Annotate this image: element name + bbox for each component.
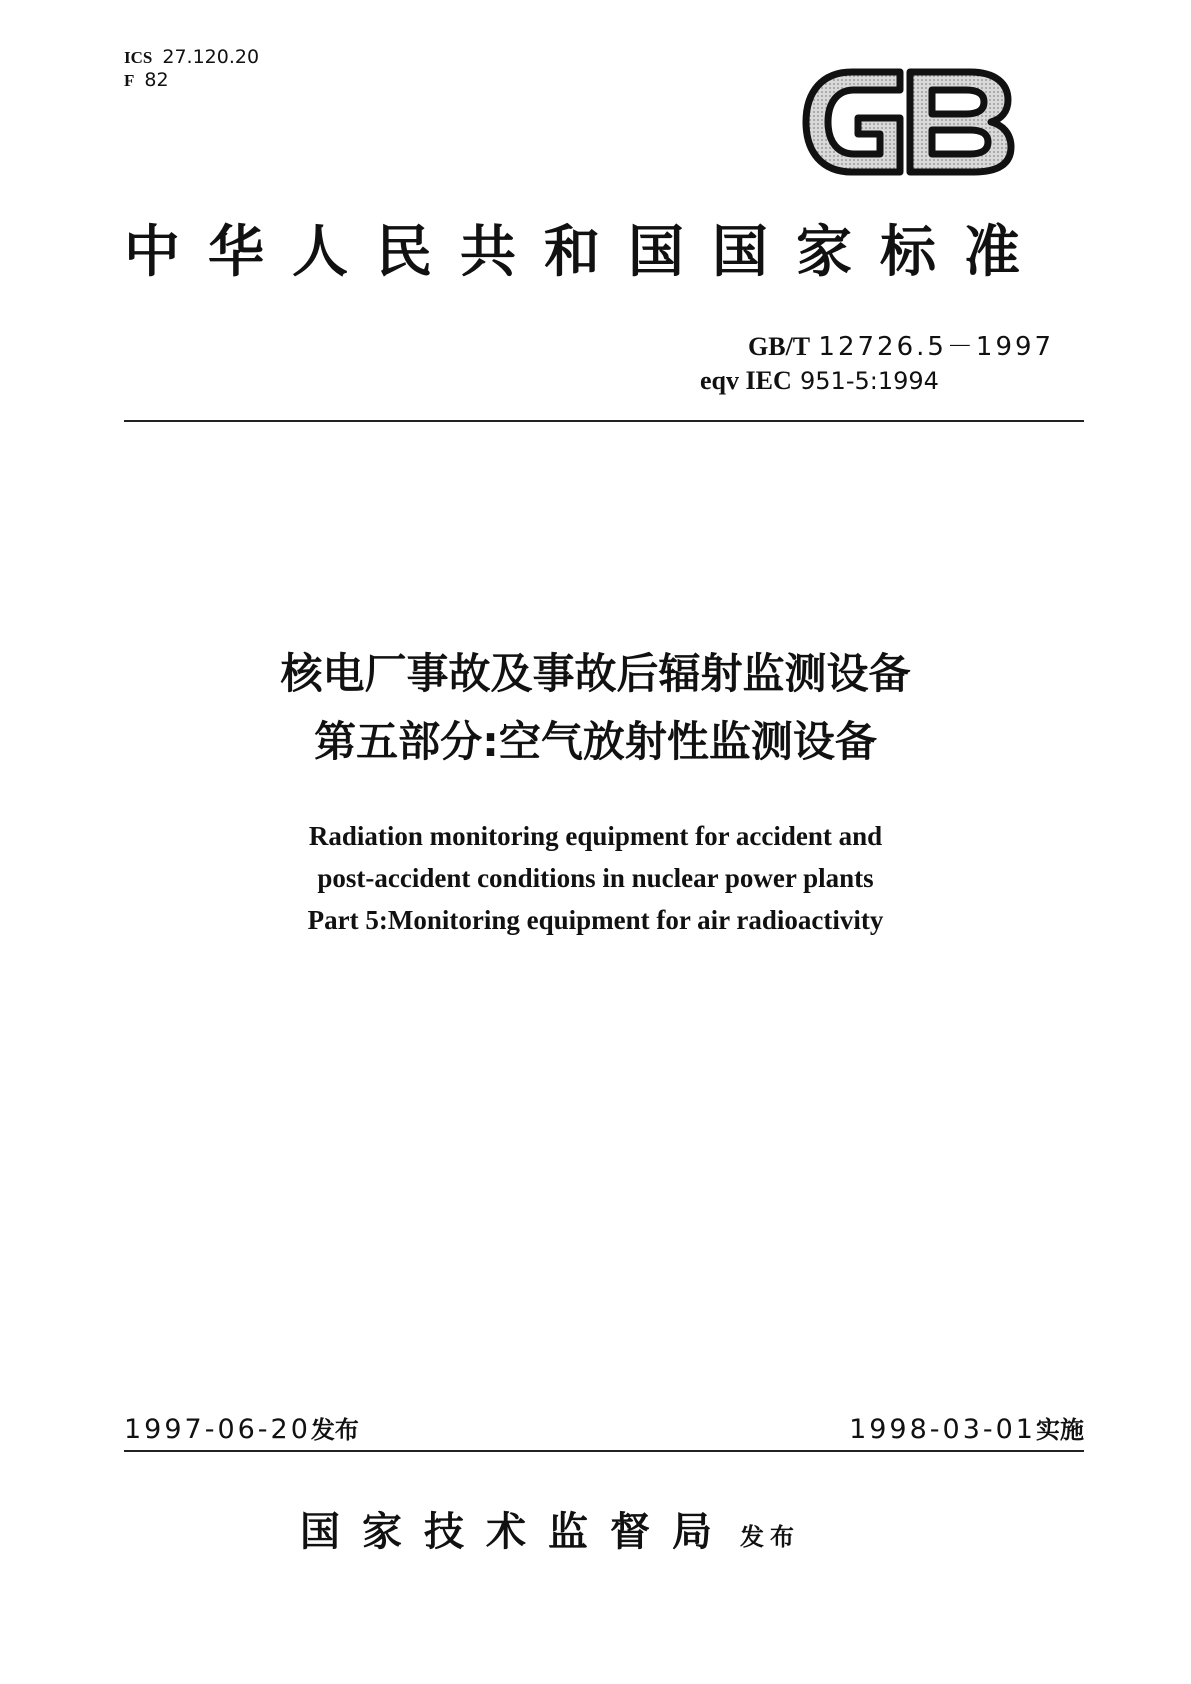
english-title-line3: Part 5:Monitoring equipment for air radioactivity [307,905,884,935]
dates-row [124,1410,1084,1445]
implement-date: 1998-03-01 [849,1414,1036,1445]
issuing-authority [300,1500,800,1557]
implement-date-group [849,1410,1084,1445]
standard-number-block [700,330,1080,398]
ics-label: ICS [124,48,153,67]
chinese-title-line2: 第五部分:空气放射性监测设备 [314,717,877,766]
issuer-organization: 国家技术监督局 [300,1508,734,1555]
ics-row [124,46,259,69]
english-title-line1: Radiation monitoring equipment for accident and [308,821,883,851]
footer-divider [124,1450,1084,1452]
standard-equivalence [700,364,1080,398]
gb-logo [800,62,1015,182]
english-document-title [0,815,1191,941]
national-standard-title: 中华人民共和国国家标准 [124,219,1048,285]
implement-label: 实施 [1036,1416,1084,1444]
issue-date-group [124,1410,359,1445]
standard-number-value: 12726.5－1997 [818,332,1055,362]
issuer-action: 发布 [740,1522,800,1551]
standard-number-prefix: GB/T [748,332,811,361]
ccs-label: F [124,71,135,90]
ics-value: 27.120.20 [162,46,260,68]
ccs-row [124,69,259,92]
chinese-document-title [0,640,1191,776]
equivalence-prefix: eqv IEC [700,366,792,395]
english-title-line2: post-accident conditions in nuclear power plants [317,863,874,893]
standard-number [700,330,1080,364]
header-divider [124,420,1084,422]
classification-codes [124,46,259,92]
chinese-title-line1: 核电厂事故及事故后辐射监测设备 [280,649,911,698]
issue-date: 1997-06-20 [124,1414,311,1445]
equivalence-value: 951-5:1994 [800,367,939,395]
ccs-value: 82 [144,69,169,91]
issue-label: 发布 [310,1416,359,1444]
